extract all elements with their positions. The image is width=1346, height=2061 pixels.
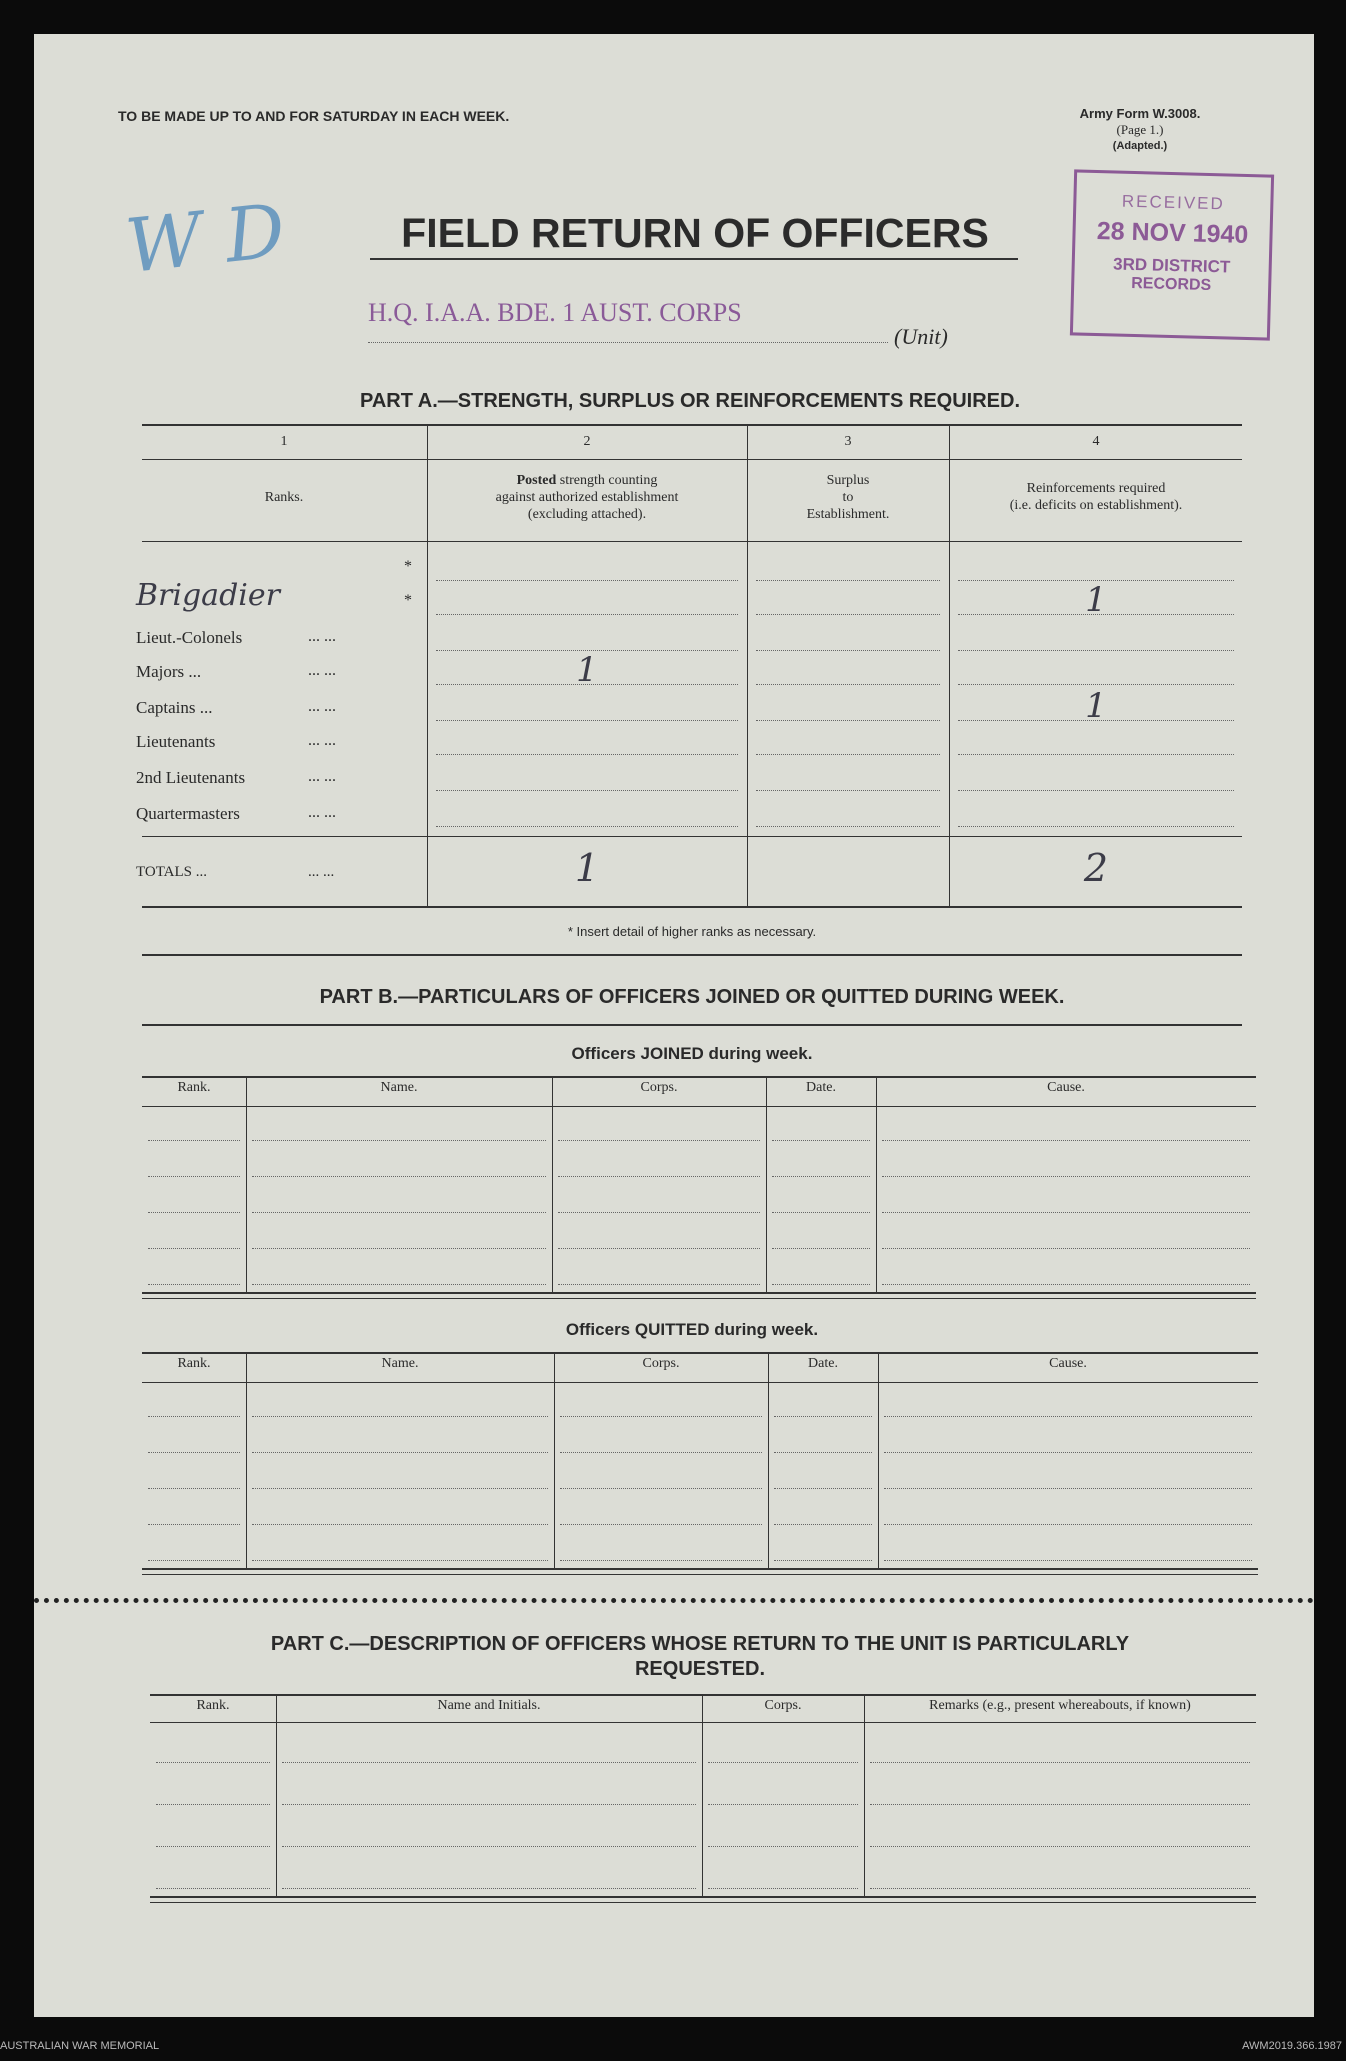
dotted-entry-line xyxy=(756,614,940,615)
stamp-line4: RECORDS xyxy=(1131,274,1212,295)
dotted-entry-line xyxy=(436,826,738,827)
dotted-entry-line xyxy=(772,1284,870,1285)
cell-reinf: 1 xyxy=(1085,580,1107,620)
header-surplus-l3: Establishment. xyxy=(806,507,890,522)
unit-label: (Unit) xyxy=(894,324,948,349)
dotted-entry-line xyxy=(252,1212,546,1213)
dotted-entry-line xyxy=(958,754,1234,755)
dotted-entry-line xyxy=(884,1488,1252,1489)
table-header-rule xyxy=(142,1382,1258,1383)
rank-leader: * xyxy=(404,558,412,575)
rank-label: 2nd Lieutenants xyxy=(136,768,246,787)
table-double-rule xyxy=(142,1574,1258,1575)
dotted-entry-line xyxy=(756,720,940,721)
column-header: Cause. xyxy=(1049,1356,1087,1371)
table-top-rule xyxy=(150,1694,1256,1696)
part-c-title xyxy=(150,1632,1250,1682)
title-underline xyxy=(370,258,1018,260)
cell-reinf: 1 xyxy=(1085,686,1107,726)
table-header-rule xyxy=(142,1106,1256,1107)
dotted-entry-line xyxy=(870,1762,1250,1763)
dotted-entry-line xyxy=(756,650,940,651)
part-b-title: PART B.—PARTICULARS OF OFFICERS JOINED OR QUITTED DURING WEEK. xyxy=(319,986,1065,1008)
part-a-top-rule xyxy=(142,424,1242,426)
table-bottom-rule xyxy=(142,1292,1256,1294)
dotted-entry-line xyxy=(882,1176,1250,1177)
table-col-divider xyxy=(552,1076,553,1292)
column-header: Name and Initials. xyxy=(437,1698,541,1713)
dotted-entry-line xyxy=(560,1416,762,1417)
column-header: Rank. xyxy=(177,1356,211,1371)
dotted-entry-line xyxy=(774,1452,872,1453)
col-number-4: 4 xyxy=(1092,434,1100,449)
dotted-entry-line xyxy=(148,1560,240,1561)
rank-label: Majors ... xyxy=(136,662,202,681)
dotted-entry-line xyxy=(148,1284,240,1285)
unit-value: H.Q. I.A.A. BDE. 1 AUST. CORPS xyxy=(368,298,742,327)
dotted-entry-line xyxy=(756,826,940,827)
header-reinf-l1: Reinforcements required xyxy=(1026,481,1166,496)
dotted-entry-line xyxy=(774,1560,872,1561)
rank-label: Lieutenants xyxy=(136,732,216,751)
dotted-entry-line xyxy=(882,1284,1250,1285)
footer-left: AUSTRALIAN WAR MEMORIAL xyxy=(0,2040,160,2052)
form-ref-line1: Army Form W.3008. xyxy=(1079,106,1201,121)
stamp-line3: 3RD DISTRICT xyxy=(1112,254,1231,277)
unit-dotted-line xyxy=(368,342,888,343)
table-col-divider xyxy=(876,1076,877,1292)
quitted-title: Officers QUITTED during week. xyxy=(565,1320,819,1339)
dotted-entry-line xyxy=(708,1846,858,1847)
rank-label: Captains ... xyxy=(136,698,213,717)
dotted-entry-line xyxy=(708,1888,858,1889)
dotted-entry-line xyxy=(756,684,940,685)
dotted-entry-line xyxy=(148,1416,240,1417)
header-posted-l3: (excluding attached). xyxy=(527,507,647,522)
part-a-bottom-rule xyxy=(142,906,1242,908)
received-stamp xyxy=(1070,169,1274,340)
part-b-title-rule xyxy=(142,1024,1242,1026)
part-a-header-rule xyxy=(142,541,1242,542)
stamp-line1: RECEIVED xyxy=(1121,191,1226,214)
dotted-entry-line xyxy=(560,1452,762,1453)
part-a-footnote: * Insert detail of higher ranks as necessary. xyxy=(567,924,817,939)
dotted-entry-line xyxy=(252,1284,546,1285)
dotted-entry-line xyxy=(558,1176,760,1177)
table-bottom-rule xyxy=(142,1568,1258,1570)
rank-leader: ... ... xyxy=(308,662,336,679)
dotted-entry-line xyxy=(148,1488,240,1489)
rank-leader: ... ... xyxy=(308,732,336,749)
dotted-entry-line xyxy=(282,1762,696,1763)
dotted-entry-line xyxy=(708,1804,858,1805)
part-a-number-rule xyxy=(142,459,1242,460)
dotted-entry-line xyxy=(148,1212,240,1213)
dotted-entry-line xyxy=(772,1248,870,1249)
part-a-footnote-rule xyxy=(142,954,1242,956)
rank-leader: ... ... xyxy=(308,804,336,821)
dotted-entry-line xyxy=(436,580,738,581)
form-ref-line3: (Adapted.) xyxy=(1112,140,1168,152)
dotted-entry-line xyxy=(708,1762,858,1763)
dotted-entry-line xyxy=(252,1176,546,1177)
stamp-date: 28 NOV 1940 xyxy=(1096,217,1249,249)
dotted-entry-line xyxy=(774,1524,872,1525)
column-header: Corps. xyxy=(642,1356,680,1371)
header-surplus-l2: to xyxy=(842,490,854,505)
table-col-divider xyxy=(246,1352,247,1568)
dotted-entry-line xyxy=(148,1176,240,1177)
dotted-entry-line xyxy=(558,1248,760,1249)
header-posted-l2: against authorized establishment xyxy=(495,490,679,505)
dotted-entry-line xyxy=(870,1888,1250,1889)
top-note: TO BE MADE UP TO AND FOR SATURDAY IN EACH WEEK. xyxy=(118,108,510,124)
rank-leader: * xyxy=(404,592,412,609)
rank-label: Quartermasters xyxy=(136,804,240,823)
table-col-divider xyxy=(766,1076,767,1292)
header-posted xyxy=(428,472,746,523)
part-a-title: PART A.—STRENGTH, SURPLUS OR REINFORCEMENTS REQUIRED. xyxy=(359,390,1021,412)
dotted-entry-line xyxy=(884,1416,1252,1417)
dotted-entry-line xyxy=(756,754,940,755)
dotted-entry-line xyxy=(560,1524,762,1525)
column-header: Rank. xyxy=(177,1080,211,1095)
dotted-entry-line xyxy=(772,1140,870,1141)
dotted-entry-line xyxy=(882,1140,1250,1141)
dotted-entry-line xyxy=(958,790,1234,791)
header-ranks: Ranks. xyxy=(264,490,304,505)
col-number-2: 2 xyxy=(583,434,591,449)
dotted-entry-line xyxy=(148,1140,240,1141)
dotted-entry-line xyxy=(882,1248,1250,1249)
dotted-entry-line xyxy=(282,1804,696,1805)
dotted-entry-line xyxy=(282,1888,696,1889)
table-top-rule xyxy=(142,1076,1256,1078)
table-col-divider xyxy=(864,1694,865,1896)
table-col-divider xyxy=(878,1352,879,1568)
dotted-entry-line xyxy=(558,1140,760,1141)
dotted-entry-line xyxy=(884,1560,1252,1561)
dotted-entry-line xyxy=(436,684,738,685)
handwritten-initials: W D xyxy=(121,187,289,291)
form-ref-line2: (Page 1.) xyxy=(1116,122,1164,137)
dotted-entry-line xyxy=(156,1804,270,1805)
dotted-entry-line xyxy=(156,1888,270,1889)
dotted-entry-line xyxy=(148,1248,240,1249)
table-double-rule xyxy=(142,1298,1256,1299)
header-reinf-l2: (i.e. deficits on establishment). xyxy=(1009,498,1183,513)
column-header: Corps. xyxy=(640,1080,678,1095)
rank-label: Brigadier xyxy=(136,578,280,613)
dotted-entry-line xyxy=(774,1488,872,1489)
dotted-entry-line xyxy=(870,1846,1250,1847)
dotted-entry-line xyxy=(772,1176,870,1177)
joined-title: Officers JOINED during week. xyxy=(571,1044,813,1063)
header-posted-rest: strength counting xyxy=(559,473,658,488)
rank-leader: ... ... xyxy=(308,628,336,645)
dotted-entry-line xyxy=(436,754,738,755)
dotted-entry-line xyxy=(156,1762,270,1763)
column-header: Date. xyxy=(808,1356,838,1371)
column-header: Name. xyxy=(381,1356,419,1371)
cell-posted: 1 xyxy=(576,650,598,690)
totals-label: TOTALS ... xyxy=(136,864,208,880)
dotted-entry-line xyxy=(958,614,1234,615)
table-col-divider xyxy=(554,1352,555,1568)
column-header: Name. xyxy=(380,1080,418,1095)
dotted-entry-line xyxy=(884,1524,1252,1525)
column-header: Cause. xyxy=(1047,1080,1085,1095)
form-reference xyxy=(1040,106,1240,154)
dotted-entry-line xyxy=(252,1140,546,1141)
col-number-1: 1 xyxy=(280,434,288,449)
header-posted-bold: Posted xyxy=(516,473,557,488)
dotted-entry-line xyxy=(882,1212,1250,1213)
footer-right: AWM2019.366.1987 xyxy=(1242,2040,1342,2052)
table-bottom-rule xyxy=(150,1896,1256,1898)
rank-leader: ... ... xyxy=(308,698,336,715)
perforation-line xyxy=(34,1598,1314,1603)
dotted-entry-line xyxy=(252,1524,548,1525)
header-reinforcements xyxy=(950,480,1242,514)
table-col-divider xyxy=(246,1076,247,1292)
table-col-divider xyxy=(276,1694,277,1896)
dotted-entry-line xyxy=(558,1284,760,1285)
table-top-rule xyxy=(142,1352,1258,1354)
col-number-3: 3 xyxy=(844,434,852,449)
dotted-entry-line xyxy=(958,650,1234,651)
dotted-entry-line xyxy=(958,684,1234,685)
dotted-entry-line xyxy=(252,1560,548,1561)
rank-label: Lieut.-Colonels xyxy=(136,628,243,647)
dotted-entry-line xyxy=(436,720,738,721)
part-c-title-l2: REQUESTED. xyxy=(634,1658,766,1680)
dotted-entry-line xyxy=(282,1846,696,1847)
page-title: FIELD RETURN OF OFFICERS xyxy=(401,210,989,256)
column-header: Corps. xyxy=(764,1698,802,1713)
table-col-divider xyxy=(702,1694,703,1896)
part-a-totals-rule xyxy=(142,836,1242,837)
totals-reinforcements: 2 xyxy=(1083,846,1109,890)
dotted-entry-line xyxy=(756,580,940,581)
dotted-entry-line xyxy=(252,1488,548,1489)
part-c-title-l1: PART C.—DESCRIPTION OF OFFICERS WHOSE RETURN TO THE UNIT IS PARTICULARLY xyxy=(270,1633,1130,1655)
column-header: Rank. xyxy=(196,1698,230,1713)
dotted-entry-line xyxy=(436,790,738,791)
column-header: Date. xyxy=(806,1080,836,1095)
rank-leader: ... ... xyxy=(308,768,336,785)
dotted-entry-line xyxy=(560,1488,762,1489)
dotted-entry-line xyxy=(156,1846,270,1847)
dotted-entry-line xyxy=(884,1452,1252,1453)
dotted-entry-line xyxy=(560,1560,762,1561)
dotted-entry-line xyxy=(252,1248,546,1249)
dotted-entry-line xyxy=(870,1804,1250,1805)
dotted-entry-line xyxy=(148,1452,240,1453)
dotted-entry-line xyxy=(774,1416,872,1417)
dotted-entry-line xyxy=(756,790,940,791)
dotted-entry-line xyxy=(772,1212,870,1213)
table-col-divider xyxy=(768,1352,769,1568)
header-surplus xyxy=(748,472,948,523)
dotted-entry-line xyxy=(252,1452,548,1453)
dotted-entry-line xyxy=(958,720,1234,721)
totals-leader: ... ... xyxy=(308,864,335,880)
totals-posted: 1 xyxy=(574,846,600,890)
dotted-entry-line xyxy=(148,1524,240,1525)
table-double-rule xyxy=(150,1902,1256,1903)
dotted-entry-line xyxy=(558,1212,760,1213)
header-surplus-l1: Surplus xyxy=(826,473,870,488)
dotted-entry-line xyxy=(436,614,738,615)
dotted-entry-line xyxy=(958,826,1234,827)
column-header: Remarks (e.g., present whereabouts, if known) xyxy=(929,1698,1191,1713)
dotted-entry-line xyxy=(252,1416,548,1417)
table-header-rule xyxy=(150,1722,1256,1723)
